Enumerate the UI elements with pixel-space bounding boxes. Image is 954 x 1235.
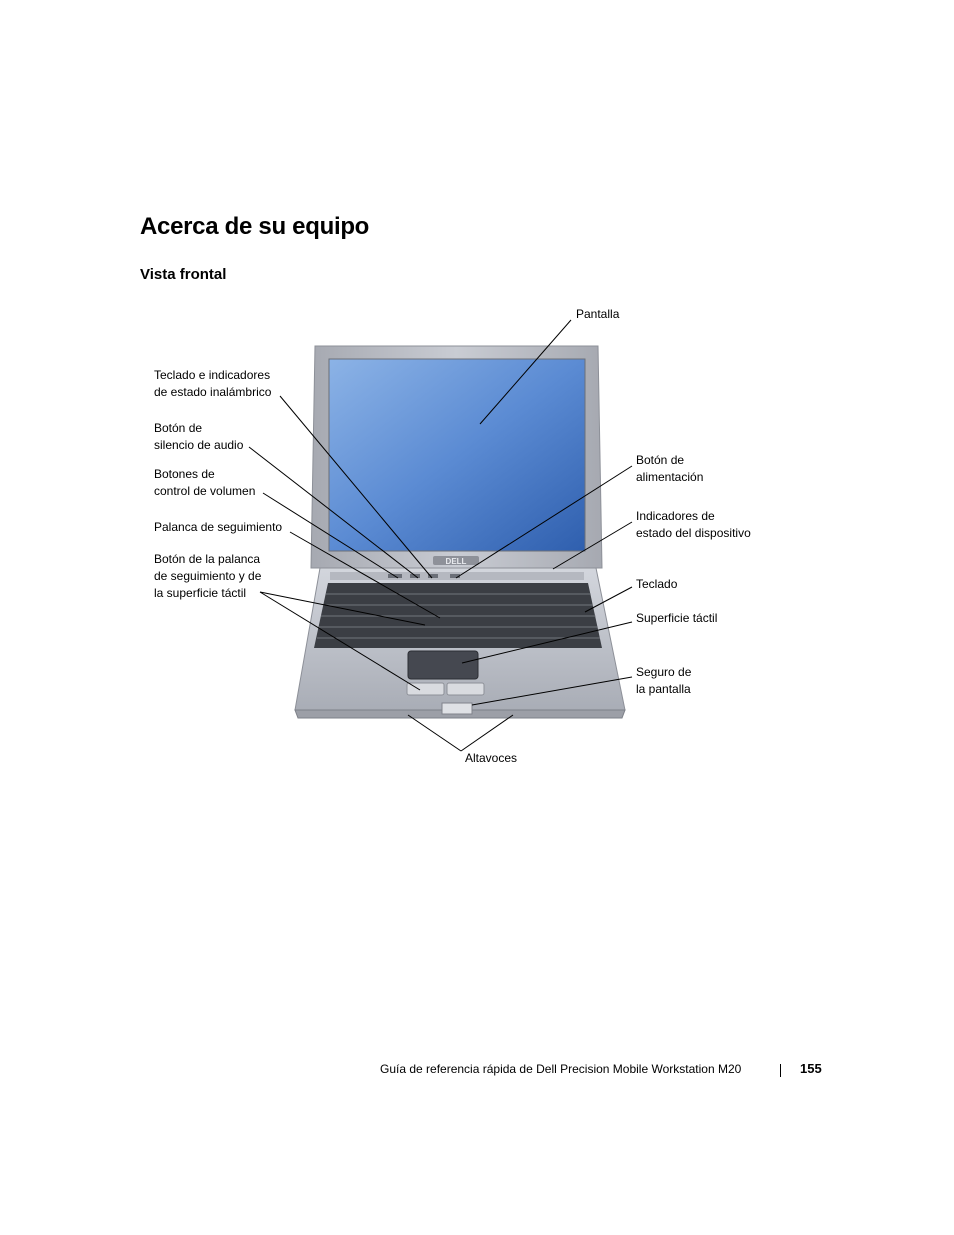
label-line: Botón de (636, 453, 685, 467)
label-line: Altavoces (465, 751, 518, 765)
label-teclado-indicadores (154, 367, 271, 401)
screen (329, 359, 585, 551)
label-superficie (636, 610, 717, 627)
dell-logo: DELL (445, 557, 467, 566)
label-teclado (636, 576, 677, 593)
label-line: Pantalla (576, 307, 620, 321)
label-line: Indicadores de (636, 509, 715, 523)
footer-guide-title: Guía de referencia rápida de Dell Precision Mobile Workstation M20 (380, 1062, 742, 1076)
page-title: Acerca de su equipo (140, 213, 370, 240)
label-line: silencio de audio (154, 438, 244, 452)
footer-separator (780, 1064, 781, 1077)
label-line: de estado inalámbrico (154, 385, 272, 399)
label-volumen (154, 466, 255, 500)
label-line: la superficie táctil (154, 586, 247, 600)
label-palanca (154, 519, 282, 536)
touchpad (408, 651, 478, 679)
label-seguro (636, 664, 691, 698)
label-line: de seguimiento y de (154, 569, 262, 583)
label-line: Botón de (154, 421, 203, 435)
label-line: Seguro de (636, 665, 692, 679)
label-line: Teclado (636, 577, 678, 591)
touchpad-left-button (407, 683, 444, 695)
label-alimentacion (636, 452, 703, 486)
label-line: Teclado e indicadores (154, 368, 271, 382)
page-number: 155 (800, 1061, 822, 1076)
label-boton-palanca (154, 551, 261, 602)
label-pantalla (576, 306, 619, 323)
label-line: alimentación (636, 470, 704, 484)
section-title: Vista frontal (140, 266, 227, 283)
label-line: Palanca de seguimiento (154, 520, 283, 534)
touchpad-right-button (447, 683, 484, 695)
label-line: la pantalla (636, 682, 691, 696)
label-silencio (154, 420, 243, 454)
label-indicadores-dispositivo (636, 508, 751, 542)
label-line: Superficie táctil (636, 611, 718, 625)
label-altavoces (465, 750, 517, 767)
label-line: Botones de (154, 467, 215, 481)
label-line: Botón de la palanca (154, 552, 261, 566)
display-latch (442, 703, 472, 714)
label-line: estado del dispositivo (636, 526, 751, 540)
label-line: control de volumen (154, 484, 256, 498)
